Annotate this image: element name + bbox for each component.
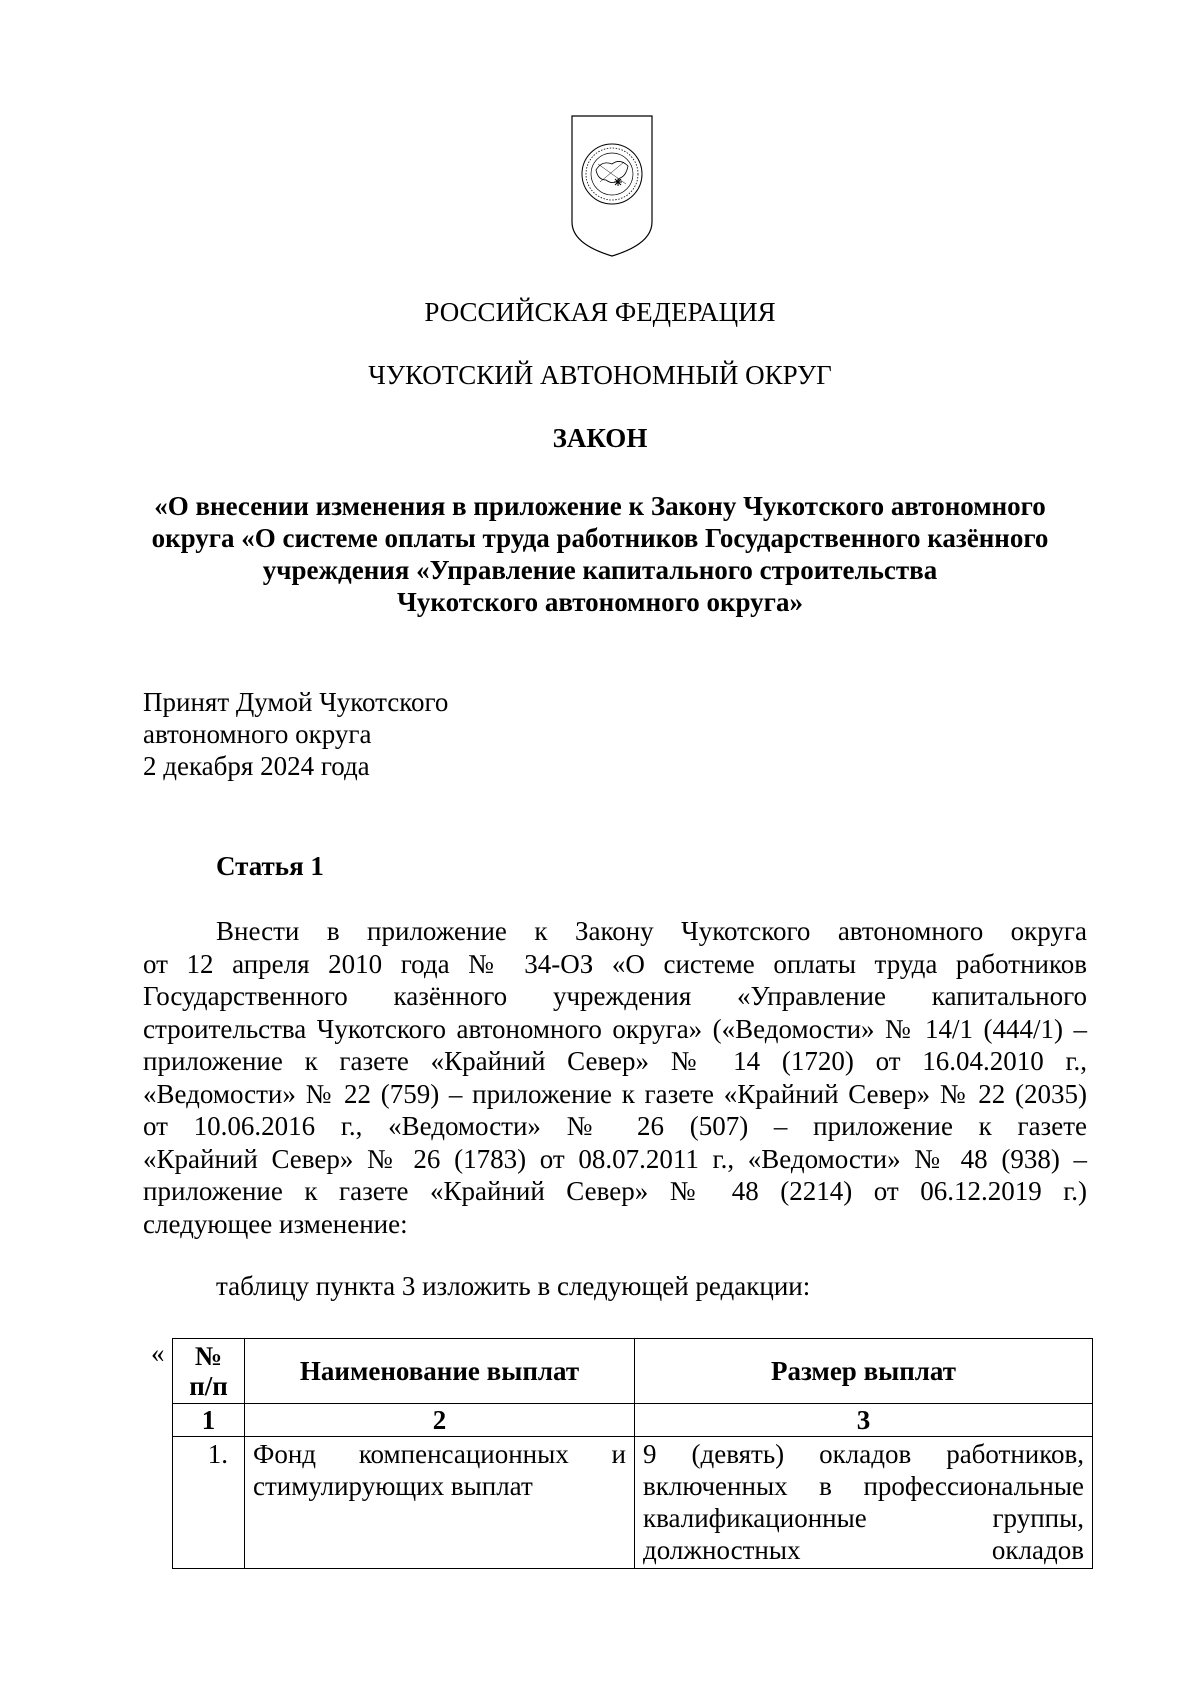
law-title-line: округа «О системе оплаты труда работников Государственного казённого — [151, 523, 1049, 553]
law-title-line: «О внесении изменения в приложение к Закону Чукотского автономного — [154, 491, 1046, 521]
article-line: от 10.06.2016 г., «Ведомости» № 26 (507) – приложение к газете — [143, 1111, 1087, 1141]
article-line: от 12 апреля 2010 года № 34-ОЗ «О системе оплаты труда работников — [143, 948, 1087, 979]
article-line: Внести в приложение к Закону Чукотского автономного округа — [216, 916, 1087, 946]
table-header-row — [173, 1339, 1093, 1404]
adoption-note — [143, 686, 448, 782]
table-intro: таблицу пункта 3 изложить в следующей редакции: — [216, 1271, 811, 1301]
cell-line: должностных окладов — [643, 1535, 1084, 1565]
article-line: «Ведомости» № 22 (759) – приложение к газете «Крайний Север» № 22 (2035) — [143, 1078, 1087, 1109]
header-number-symbol: № — [194, 1341, 223, 1371]
law-title-line: учреждения «Управление капитального строительства — [262, 555, 938, 585]
law-title-line: Чукотского автономного округа» — [397, 587, 803, 617]
table-row — [173, 1437, 1093, 1569]
article-line: приложение к газете «Крайний Север» № 48 (2214) от 06.12.2019 г.) — [143, 1176, 1087, 1206]
header-payment-size: Размер выплат — [635, 1339, 1093, 1404]
column-index: 2 — [245, 1404, 635, 1437]
row-number: 1. — [173, 1437, 245, 1569]
payments-table — [172, 1338, 1093, 1569]
open-quote-mark: « — [151, 1338, 165, 1368]
row-payment-size — [635, 1437, 1093, 1569]
column-index: 3 — [635, 1404, 1093, 1437]
article-line: приложение к газете «Крайний Север» № 14 (1720) от 16.04.2010 г., — [143, 1046, 1087, 1076]
coat-of-arms-icon — [568, 112, 656, 260]
table-index-row — [173, 1404, 1093, 1437]
cell-line: включенных в профессиональные — [643, 1471, 1084, 1501]
article-body — [143, 915, 1087, 1240]
country-name: РОССИЙСКАЯ ФЕДЕРАЦИЯ — [424, 297, 776, 327]
article-line: Государственного казённого учреждения «Управление капитального — [143, 981, 1087, 1011]
cell-line: Фонд компенсационных и — [253, 1439, 626, 1469]
cell-line: квалификационные группы, — [643, 1503, 1084, 1533]
header-number — [173, 1339, 245, 1404]
adoption-line: автономного округа — [143, 719, 372, 749]
article-line: «Крайний Север» № 26 (1783) от 08.07.2011 г., «Ведомости» № 48 (938) – — [143, 1143, 1087, 1174]
header-number-abbr: п/п — [189, 1371, 228, 1401]
header-payment-name: Наименование выплат — [245, 1339, 635, 1404]
adoption-date: 2 декабря 2024 года — [143, 751, 370, 781]
cell-line: 9 (девять) окладов работников, — [643, 1439, 1084, 1469]
article-line: строительства Чукотского автономного округа» («Ведомости» № 14/1 (444/1) – — [143, 1013, 1087, 1044]
article-line: следующее изменение: — [143, 1208, 408, 1239]
adoption-line: Принят Думой Чукотского — [143, 687, 449, 717]
column-index: 1 — [173, 1404, 245, 1437]
article-heading: Статья 1 — [216, 851, 324, 881]
region-name: ЧУКОТСКИЙ АВТОНОМНЫЙ ОКРУГ — [368, 360, 832, 390]
document-type: ЗАКОН — [552, 423, 648, 453]
cell-line: стимулирующих выплат — [253, 1471, 533, 1501]
law-title — [130, 490, 1070, 618]
row-payment-name — [245, 1437, 635, 1569]
